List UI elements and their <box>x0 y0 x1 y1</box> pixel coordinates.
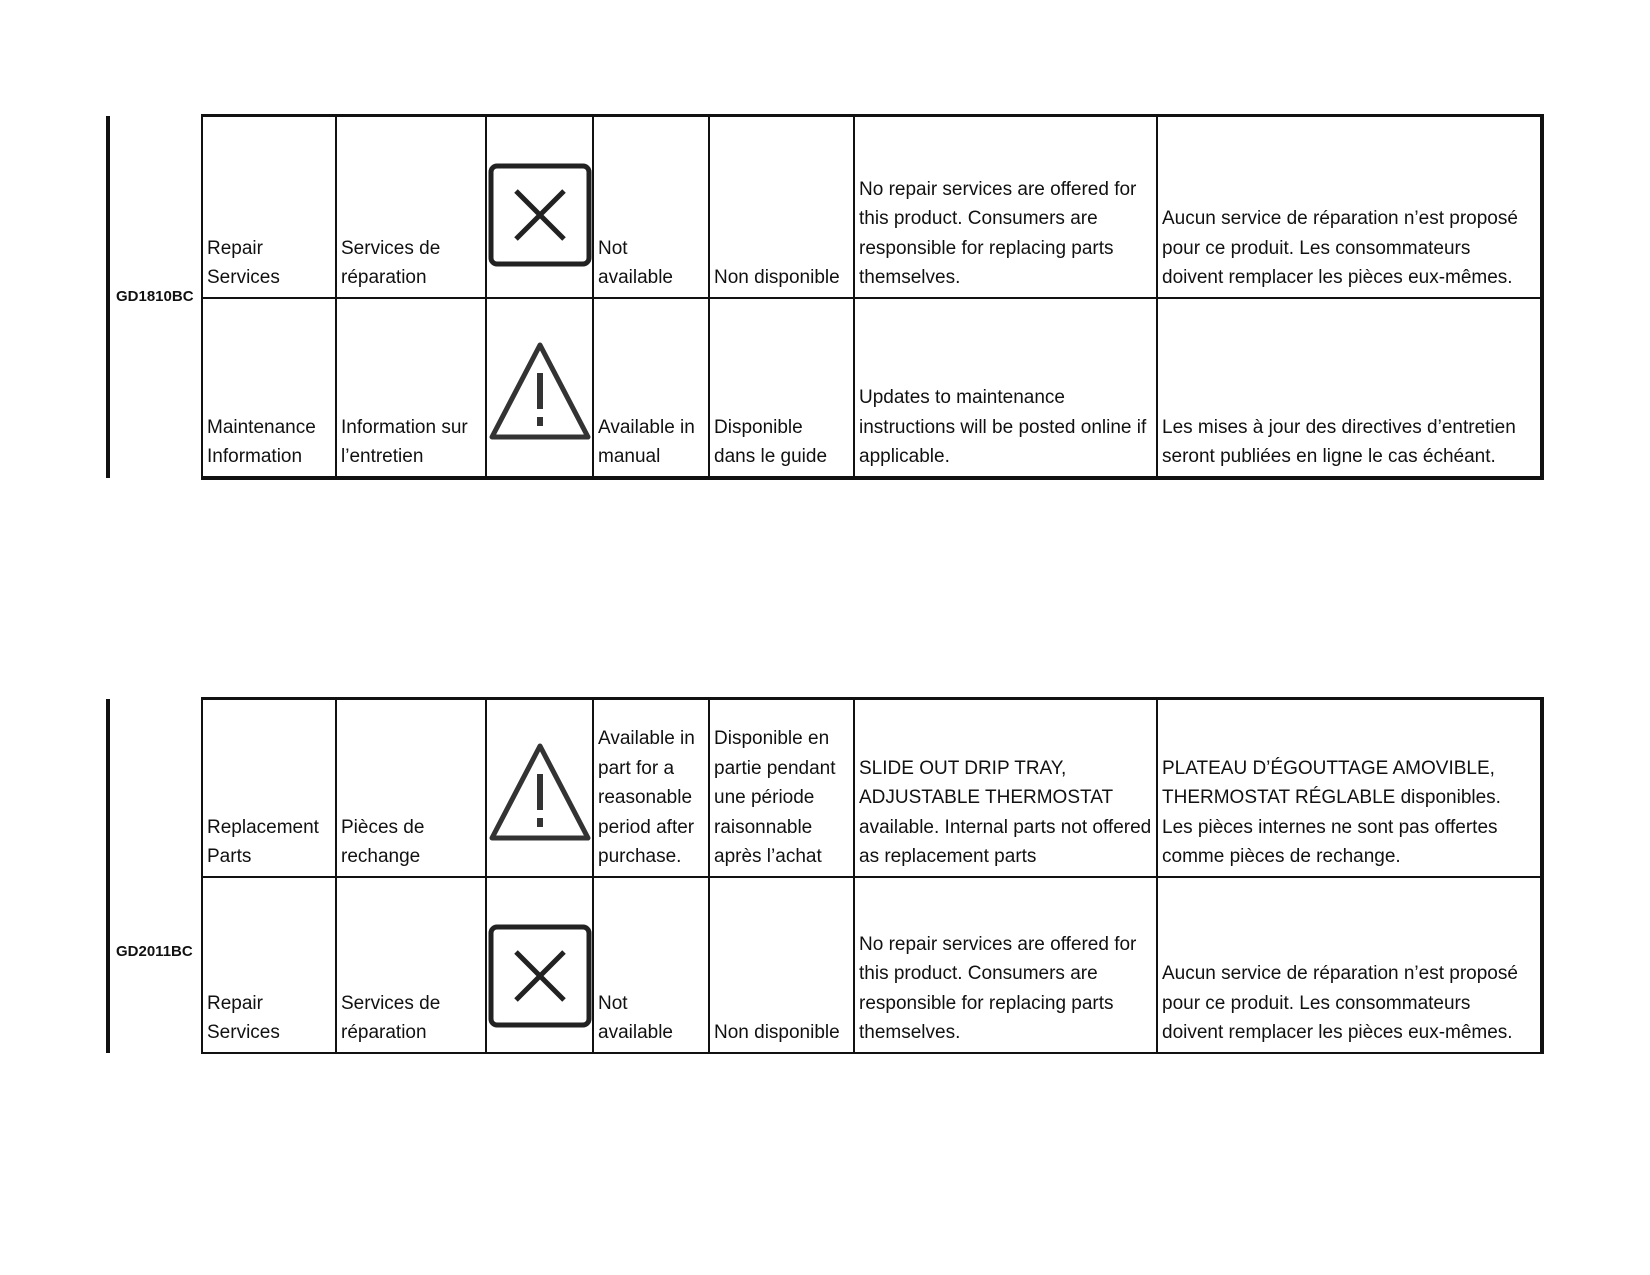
details-en: No repair services are offered for this product. Consumers are responsible for replacing parts themselves. <box>854 877 1157 1053</box>
category-en: Repair Services <box>202 877 336 1053</box>
status-icon-cell <box>486 298 593 478</box>
details-en: No repair services are offered for this product. Consumers are responsible for replacing parts themselves. <box>854 116 1157 298</box>
status-fr: Non disponible <box>709 877 854 1053</box>
status-fr: Non disponible <box>709 116 854 298</box>
product-table-gd1810bc <box>106 114 1540 480</box>
warning-triangle-icon <box>488 339 592 443</box>
table-row <box>108 699 1542 877</box>
category-fr: Pièces de rechange <box>336 699 486 877</box>
details-fr: Aucun service de réparation n’est proposé pour ce produit. Les consommateurs doivent remplacer les pièces eux-mêmes. <box>1157 877 1542 1053</box>
status-en: Available in manual <box>593 298 709 478</box>
warning-triangle-icon <box>488 740 592 844</box>
x-box-icon <box>488 163 592 267</box>
status-icon-cell <box>486 699 593 877</box>
details-en: Updates to maintenance instructions will be posted online if applicable. <box>854 298 1157 478</box>
status-icon-cell <box>486 877 593 1053</box>
model-number <box>108 699 202 1053</box>
category-fr: Services de réparation <box>336 877 486 1053</box>
status-icon-cell <box>486 116 593 298</box>
category-en: Replacement Parts <box>202 699 336 877</box>
table-row <box>108 116 1542 298</box>
status-fr: Disponible dans le guide <box>709 298 854 478</box>
table-row <box>108 298 1542 478</box>
model-number-label: GD2011BC <box>116 943 193 960</box>
status-en: Available in part for a reasonable period after purchase. <box>593 699 709 877</box>
x-box-icon <box>488 924 592 1028</box>
repairability-table <box>106 114 1544 480</box>
model-number: GD1810BC <box>108 116 202 478</box>
status-fr: Disponible en partie pendant une période raisonnable après l’achat <box>709 699 854 877</box>
details-fr: Les mises à jour des directives d’entretien seront publiées en ligne le cas échéant. <box>1157 298 1542 478</box>
category-en: Repair Services <box>202 116 336 298</box>
category-en: Maintenance Information <box>202 298 336 478</box>
details-en: SLIDE OUT DRIP TRAY, ADJUSTABLE THERMOSTAT available. Internal parts not offered as replacement parts <box>854 699 1157 877</box>
status-en: Not available <box>593 116 709 298</box>
status-en: Not available <box>593 877 709 1053</box>
details-fr: PLATEAU D’ÉGOUTTAGE AMOVIBLE, THERMOSTAT RÉGLABLE disponibles. Les pièces internes ne sont pas offertes comme pièces de rechange. <box>1157 699 1542 877</box>
product-table-gd2011bc <box>106 697 1540 1054</box>
category-fr: Information sur l’entretien <box>336 298 486 478</box>
repairability-table <box>106 697 1544 1054</box>
category-fr: Services de réparation <box>336 116 486 298</box>
details-fr: Aucun service de réparation n’est proposé pour ce produit. Les consommateurs doivent remplacer les pièces eux-mêmes. <box>1157 116 1542 298</box>
table-row <box>108 877 1542 1053</box>
